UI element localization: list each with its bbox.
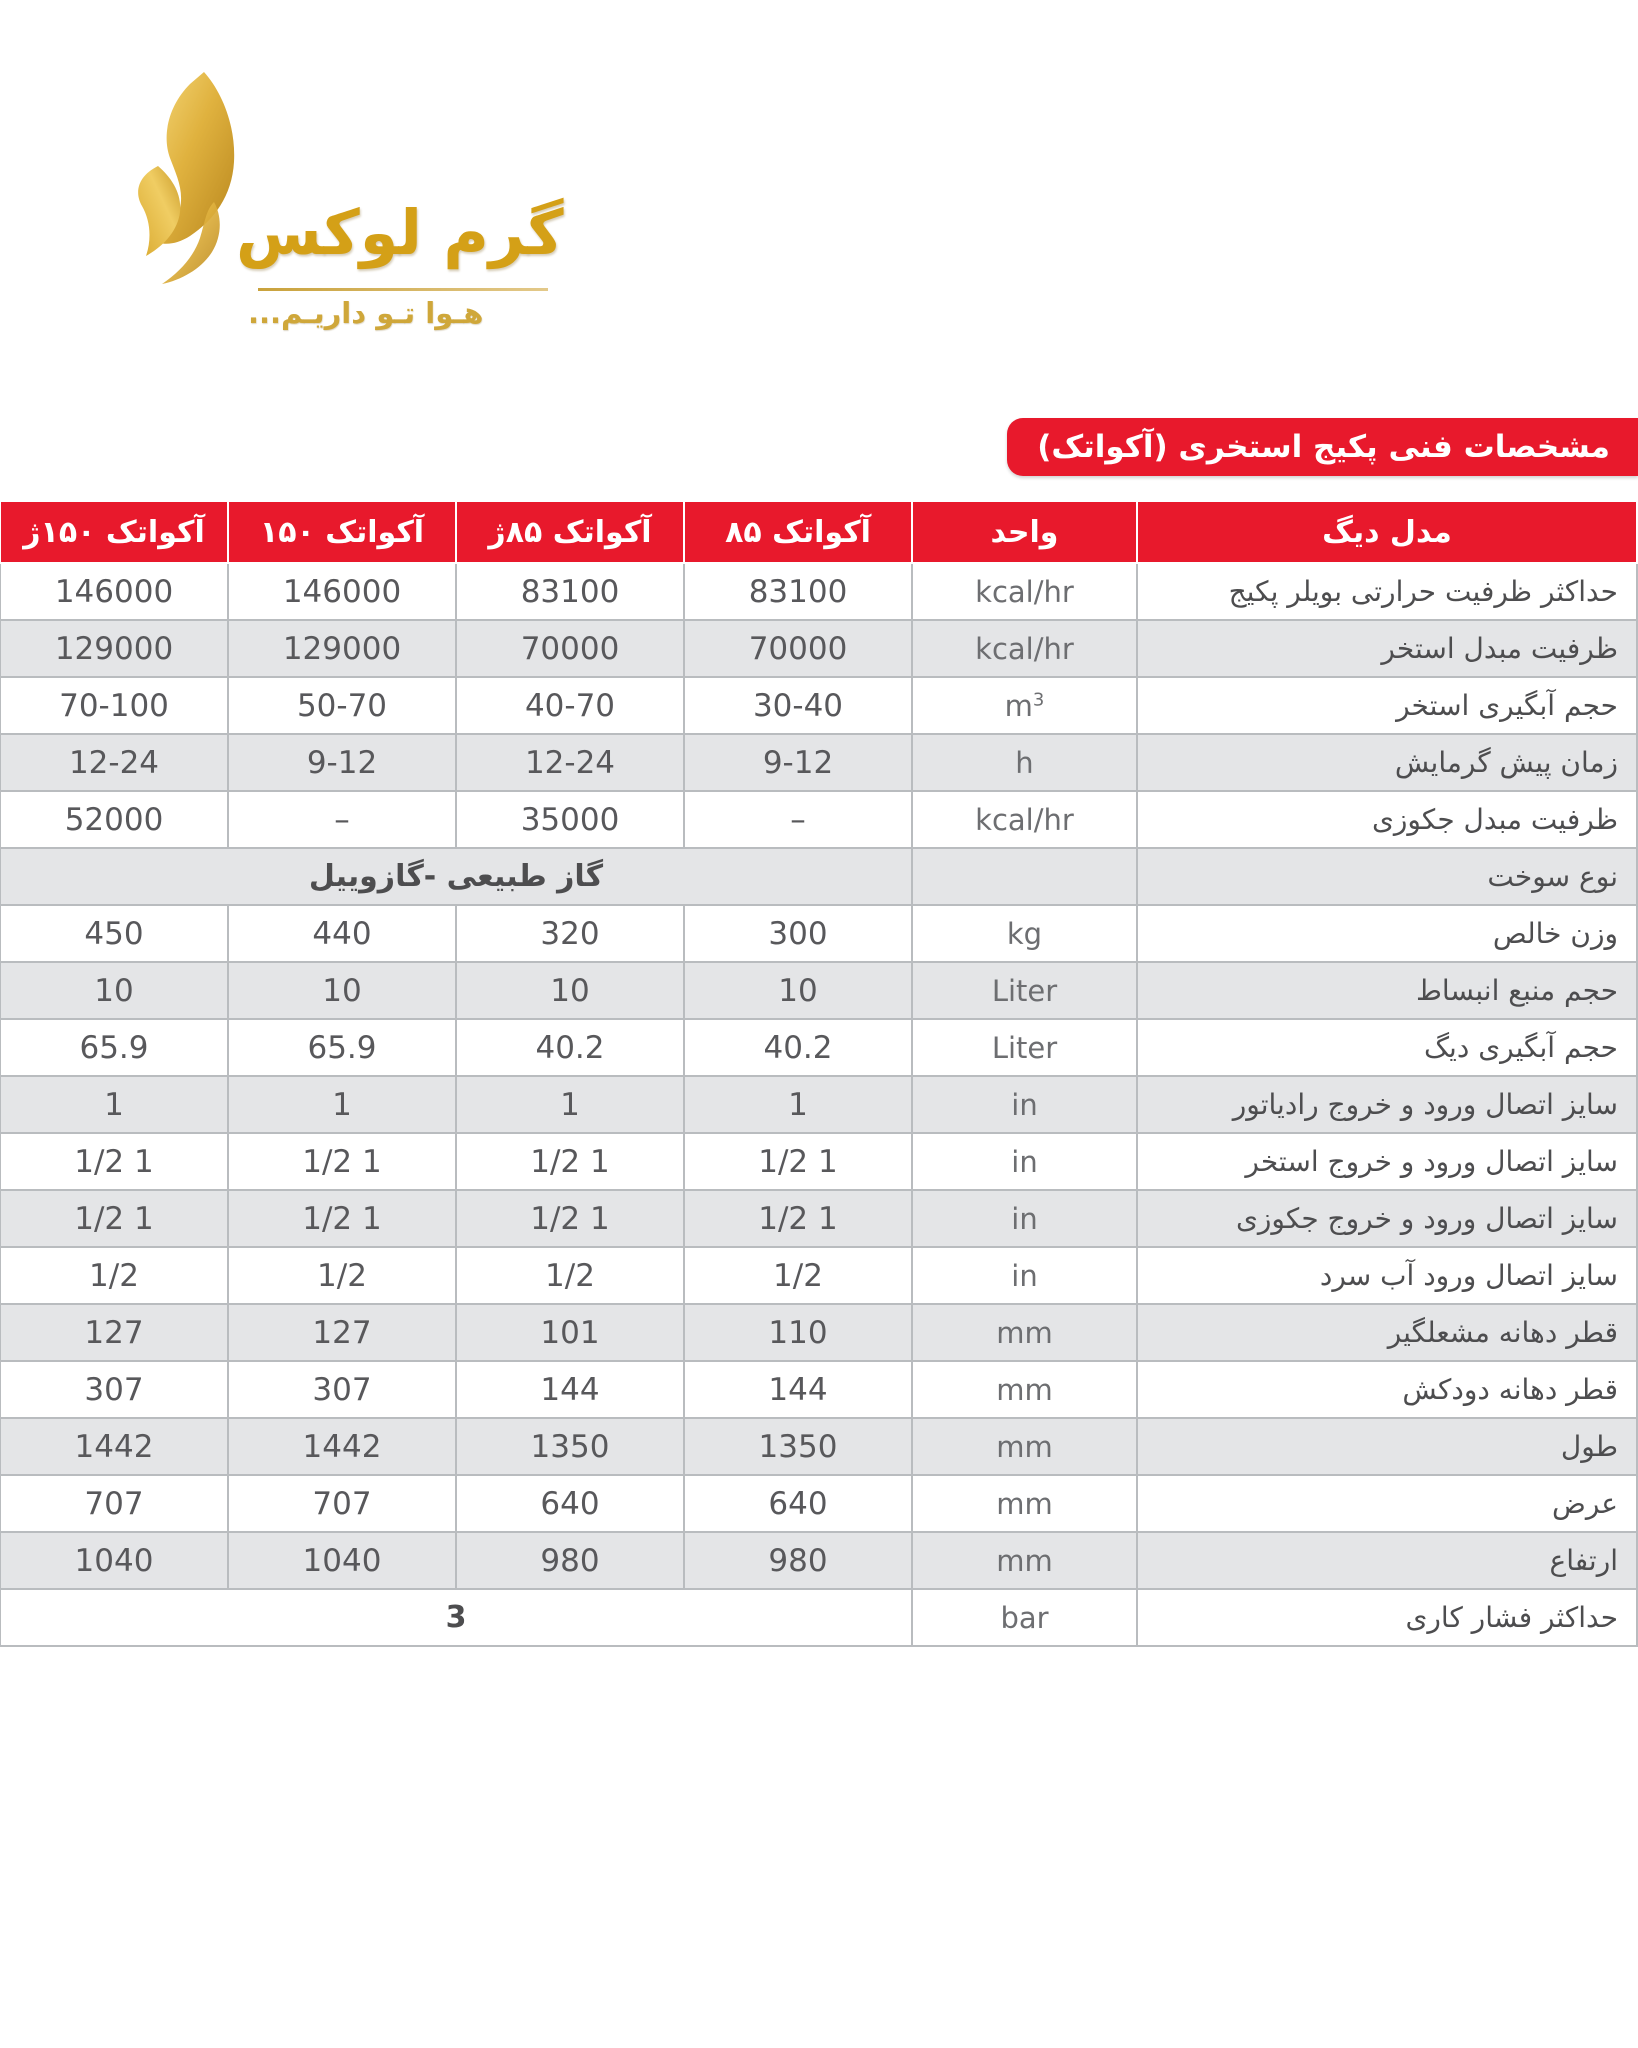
row-value-0: 70000 [684,620,912,677]
row-value-1: 83100 [456,563,684,620]
table-header [0,501,1637,563]
row-value-3: 1 [0,1076,228,1133]
table-row [0,1304,1637,1361]
row-label: حداکثر فشار کاری [1137,1589,1637,1646]
row-value-1: 144 [456,1361,684,1418]
row-value-2: – [228,791,456,848]
header-aquatec-150j: آکواتک ۱۵۰ژ [0,501,228,563]
row-unit: Liter [912,962,1137,1019]
table-row [0,677,1637,734]
row-value-0: 1/2 [684,1247,912,1304]
row-label: نوع سوخت [1137,848,1637,905]
row-label: ظرفیت مبدل استخر [1137,620,1637,677]
brand-logo [108,60,578,330]
row-value-2: 707 [228,1475,456,1532]
row-value-1: 101 [456,1304,684,1361]
row-unit: in [912,1076,1137,1133]
table-row [0,1133,1637,1190]
row-value-0: 9-12 [684,734,912,791]
row-value-0: 300 [684,905,912,962]
table-row [0,1589,1637,1646]
row-unit: in [912,1133,1137,1190]
table-row [0,1076,1637,1133]
row-unit: mm [912,1532,1137,1589]
row-value-1: 1/2 [456,1247,684,1304]
table-row [0,1361,1637,1418]
row-label: وزن خالص [1137,905,1637,962]
table-row [0,1247,1637,1304]
row-unit: $m^3$ [912,677,1137,734]
row-label: سایز اتصال ورود و خروج رادیاتور [1137,1076,1637,1133]
row-value-2: 1/2 [228,1247,456,1304]
table-row [0,1418,1637,1475]
row-value-2: 50-70 [228,677,456,734]
row-value-1: 980 [456,1532,684,1589]
row-value-0: 1350 [684,1418,912,1475]
row-value-1: 320 [456,905,684,962]
row-label: سایز اتصال ورود و خروج جکوزی [1137,1190,1637,1247]
row-label: حداکثر ظرفیت حرارتی بویلر پکیج [1137,563,1637,620]
row-value-1: 70000 [456,620,684,677]
row-value-2: 307 [228,1361,456,1418]
row-unit: kg [912,905,1137,962]
row-value-2: 1442 [228,1418,456,1475]
row-value-0: 1 1/2 [684,1133,912,1190]
row-unit: mm [912,1361,1137,1418]
logo-divider [258,288,548,291]
row-value-3: 65.9 [0,1019,228,1076]
row-label: سایز اتصال ورود آب سرد [1137,1247,1637,1304]
row-value-0: 30-40 [684,677,912,734]
row-value-3: 12-24 [0,734,228,791]
row-value-0: 10 [684,962,912,1019]
row-value-3: 1040 [0,1532,228,1589]
flame-icon [118,70,248,295]
header-aquatec-85: آکواتک ۸۵ [684,501,912,563]
row-value-0: 83100 [684,563,912,620]
row-value-3: 52000 [0,791,228,848]
row-value-0: 110 [684,1304,912,1361]
row-value-3: 10 [0,962,228,1019]
row-value-2: 9-12 [228,734,456,791]
row-value-1: 1 1/2 [456,1190,684,1247]
table-row [0,1532,1637,1589]
row-value-2: 10 [228,962,456,1019]
row-value-1: 1 [456,1076,684,1133]
row-value-1: 35000 [456,791,684,848]
row-value-3: 127 [0,1304,228,1361]
row-value-2: 65.9 [228,1019,456,1076]
row-value-0: 40.2 [684,1019,912,1076]
row-value-3: 307 [0,1361,228,1418]
specifications-table [0,500,1638,1647]
row-value-0: – [684,791,912,848]
row-label: زمان پیش گرمایش [1137,734,1637,791]
row-value-3: 450 [0,905,228,962]
table-row [0,905,1637,962]
row-value-1: 40.2 [456,1019,684,1076]
row-label: قطر دهانه دودکش [1137,1361,1637,1418]
row-unit: h [912,734,1137,791]
row-unit: in [912,1190,1137,1247]
row-label: حجم آبگیری استخر [1137,677,1637,734]
row-value-1: 10 [456,962,684,1019]
row-value-3: 1 1/2 [0,1190,228,1247]
row-unit: kcal/hr [912,791,1137,848]
row-label: ارتفاع [1137,1532,1637,1589]
row-value-0: 144 [684,1361,912,1418]
row-value-3: 1442 [0,1418,228,1475]
row-value-1: 640 [456,1475,684,1532]
row-value-0: 640 [684,1475,912,1532]
table-row [0,734,1637,791]
brand-tagline: هـوا تـو داریـم... [248,296,484,330]
row-label: قطر دهانه مشعلگیر [1137,1304,1637,1361]
row-value-3: 70-100 [0,677,228,734]
row-unit: kcal/hr [912,563,1137,620]
row-value-2: 129000 [228,620,456,677]
row-value-1: 1350 [456,1418,684,1475]
row-value-3: 146000 [0,563,228,620]
title-banner [1007,418,1638,476]
row-span-value: 3 [0,1589,912,1646]
header-model: مدل دیگ [1137,501,1637,563]
table-row [0,1190,1637,1247]
header-row [0,501,1637,563]
row-value-1: 12-24 [456,734,684,791]
row-unit: Liter [912,1019,1137,1076]
row-label: سایز اتصال ورود و خروج استخر [1137,1133,1637,1190]
row-value-2: 146000 [228,563,456,620]
banner-title: مشخصات فنی پکیج استخری (آکواتک) [1037,429,1610,465]
row-value-2: 1 1/2 [228,1190,456,1247]
row-value-2: 440 [228,905,456,962]
table-row [0,1475,1637,1532]
table-row [0,962,1637,1019]
header-aquatec-150: آکواتک ۱۵۰ [228,501,456,563]
table-row [0,563,1637,620]
brand-wordmark: گرم لوکس [236,196,564,269]
row-unit: mm [912,1475,1137,1532]
table-row [0,791,1637,848]
row-value-0: 1 [684,1076,912,1133]
row-value-2: 127 [228,1304,456,1361]
row-unit: in [912,1247,1137,1304]
row-unit: kcal/hr [912,620,1137,677]
row-value-2: 1 1/2 [228,1133,456,1190]
header-aquatec-85j: آکواتک ۸۵ژ [456,501,684,563]
row-label: طول [1137,1418,1637,1475]
row-label: حجم آبگیری دیگ [1137,1019,1637,1076]
row-value-1: 1 1/2 [456,1133,684,1190]
row-value-2: 1040 [228,1532,456,1589]
row-unit: bar [912,1589,1137,1646]
row-value-0: 980 [684,1532,912,1589]
row-unit: mm [912,1304,1137,1361]
table-row [0,620,1637,677]
table-row [0,1019,1637,1076]
row-span-value: گاز طبیعی -گازوییل [0,848,912,905]
row-unit [912,848,1137,905]
row-value-3: 707 [0,1475,228,1532]
row-value-0: 1 1/2 [684,1190,912,1247]
row-value-2: 1 [228,1076,456,1133]
row-value-3: 1 1/2 [0,1133,228,1190]
row-unit: mm [912,1418,1137,1475]
row-value-1: 40-70 [456,677,684,734]
row-value-3: 129000 [0,620,228,677]
table-body [0,563,1637,1646]
row-label: حجم منبع انبساط [1137,962,1637,1019]
table-row [0,848,1637,905]
row-label: عرض [1137,1475,1637,1532]
row-value-3: 1/2 [0,1247,228,1304]
header-unit: واحد [912,501,1137,563]
row-label: ظرفیت مبدل جکوزی [1137,791,1637,848]
